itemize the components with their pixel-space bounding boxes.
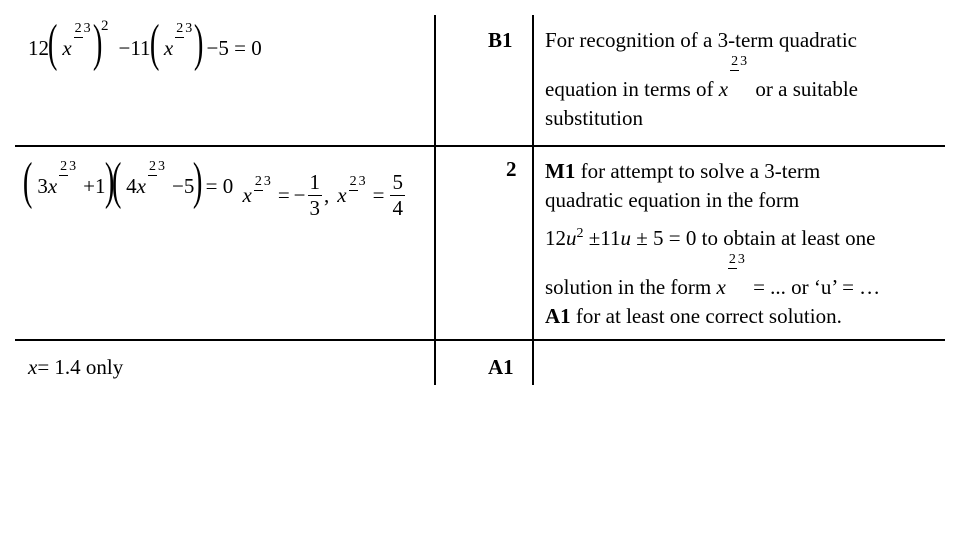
variable: x [62,35,72,60]
row1-working [28,15,262,74]
solution-denominator: 4 [392,196,403,220]
exponent-denominator: 3 [263,173,271,189]
guidance-text: solution in the form [545,275,712,299]
guidance-text: for attempt to solve a 3-term [575,159,821,183]
variable-u: u [620,226,631,250]
row3-working [28,355,123,380]
guidance-text: to obtain at least one [696,226,876,250]
variable-u: u [566,226,577,250]
exponent-denominator: 3 [358,173,366,189]
equation-end: ± 5 = 0 [631,226,697,250]
mark-label-a1: A1 [545,304,571,328]
final-answer: = 1.4 only [37,355,124,379]
guidance-text: for at least one correct solution. [570,304,842,328]
guidance-line [545,302,945,331]
table-rule-top [15,145,945,147]
guidance-text: equation in terms of [545,77,714,101]
guidance-line [545,157,945,186]
square-exponent: 2 [576,226,584,241]
equals-sign: = [277,183,290,207]
left-paren: ( [111,153,122,210]
coefficient: 3 [37,173,48,198]
row1-mark: B1 [488,28,513,52]
guidance-line [545,54,940,104]
exponent-numerator: 2 [74,20,82,36]
equation-middle: ±11 [583,226,621,250]
factor-tail: −5 [171,173,195,198]
exponent-denominator: 3 [737,252,745,267]
table-rule-middle [15,339,945,341]
exponent-numerator: 2 [176,20,184,36]
equals-zero: = 0 [205,173,234,198]
solutions [243,172,407,219]
guidance-line: substitution [545,106,644,130]
left-paren: ( [149,15,159,72]
column-divider-2 [532,15,534,385]
comma: , [324,183,330,207]
variable: x [337,183,347,207]
variable: x [716,275,726,299]
right-paren: ) [104,153,114,210]
exponent-denominator: 3 [157,158,165,174]
variable: x [136,173,146,198]
exponent-denominator: 3 [69,158,77,174]
guidance-text: or a suitable [755,77,859,101]
variable: x [28,355,38,379]
exponent-numerator: 2 [731,54,739,69]
variable: x [242,183,252,207]
variable: x [47,173,58,198]
left-paren: ( [47,15,58,72]
exponent-numerator: 2 [148,158,156,174]
exponent-denominator: 3 [83,20,91,36]
exponent-numerator: 2 [728,252,736,267]
right-paren: ) [194,15,204,72]
operator-term: −11 [118,35,151,60]
row1-guidance [545,26,940,133]
equals-sign: = [372,183,385,207]
solution-numerator: 5 [392,170,403,194]
row2-mark: 2 [506,157,517,181]
guidance-text: = ... or ‘u’ = … [747,275,881,299]
row3-mark: A1 [488,355,514,379]
left-paren: ( [22,153,33,210]
right-paren: ) [193,153,203,210]
row2-working [22,153,407,220]
solution-numerator: 1 [309,170,321,194]
exponent-numerator: 2 [349,173,357,189]
exponent-numerator: 2 [60,158,68,174]
outer-exponent: 2 [100,17,109,34]
coefficient: 12 [545,226,566,250]
mark-label-m1: M1 [545,159,576,183]
coefficient: 12 [28,35,49,60]
guidance-line [545,219,945,253]
equation-tail: −5 = 0 [206,35,262,60]
row2-guidance [545,157,945,331]
factor-tail: +1 [83,173,106,198]
minus-sign: − [293,183,306,207]
guidance-line [545,252,945,302]
coefficient: 4 [126,173,137,198]
variable: x [163,35,174,60]
exponent-numerator: 2 [254,173,262,189]
right-paren: ) [92,15,103,72]
exponent-denominator: 3 [740,54,748,69]
guidance-line: For recognition of a 3-term quadratic [545,28,857,52]
exponent-denominator: 3 [185,20,193,36]
column-divider-1 [434,15,436,385]
variable: x [718,77,729,101]
solution-denominator: 3 [309,196,321,220]
guidance-line: quadratic equation in the form [545,188,800,212]
